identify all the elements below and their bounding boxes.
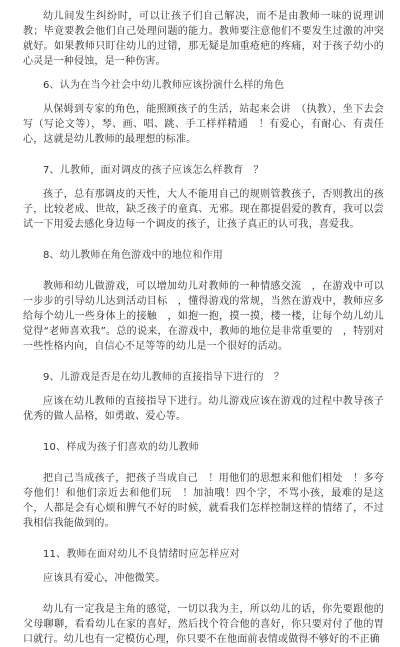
paragraph-q6-answer: 从保姆到专家的角色，能照顾孩子的生活，站起来会讲 （执教），坐下去会写（写论文等），琴、画、唱、跳、手工样样精通 ！有爱心，有耐心、有责任心，这就是幼儿教师的最理想的标准。: [23, 104, 384, 145]
paragraph-q7-answer: 孩子，总有那调皮的天性，大人不能用自己的规则管教孩子，否则教出的孩子，比较老成、世故，缺乏孩子的童真、无邪。现在都提倡爱的教育，我可以尝试一下用爱去感化身边每一个调皮的孩子，让孩子真正的认可我，喜爱我。: [23, 189, 384, 230]
paragraph-q11-answer-long: 幼儿有一定我是主角的感觉，一切以我为主，所以幼儿的话，你先要跟他的父母聊聊，看看幼儿在家的喜好，然后找个符合他的喜好，你只要对付了他的胃口就行。幼儿也有一定模仿心理，你只要不在他面前表情或做得不够好的不正确: [23, 604, 384, 645]
paragraph-conflict-resolution: 幼儿间发生纠纷时，可以让孩子们自己解决，而不是由教师一味的说理训教；毕竟要教会他们自己处理问题的能力。教师要注意他们不要发生过激的冲突就好。如果教师只盯住幼儿的过错，那无疑是加重疮疤的疼痛，对于孩子幼小的心灵是一种侵蚀，是一种伤害。: [23, 11, 384, 67]
heading-q8-role-play: 8、幼儿教师在角色游戏中的地位和作用: [43, 250, 223, 261]
paragraph-q9-answer: 应该在幼儿教师的直接指导下进行。幼儿游戏应该在游戏的过程中教导孩子优秀的做人品格，如勇敢、爱心等。: [23, 396, 384, 422]
paragraph-q8-answer: 教师和幼儿做游戏，可以增加幼儿对教师的一种情感交流 ，在游戏中可以一步步的引导幼儿达到活动目标 ，懂得游戏的常规，当然在游戏中，教师应多给每个幼儿一些身体上的接触 ，如抱一抱，摸一摸，楼一楼，让每个幼儿幼儿觉得“老师喜欢我”。总的说来，在游戏中，教师的地位是非常重要的 ，特别对一些性格内向，自信心不足等等的幼儿是一个很好的活动。: [23, 281, 384, 352]
heading-q10-favorite-teacher: 10、样成为孩子们喜欢的幼儿教师: [43, 442, 199, 453]
heading-q7-naughty-child: 7、儿教师，面对调皮的孩子应该怎么样教育 ？: [43, 165, 264, 176]
paragraph-q11-answer-short: 应该具有爱心，冲他微笑。: [43, 573, 166, 584]
heading-q6-teacher-role: 6、认为在当今社会中幼儿教师应该扮演什么样的角色: [43, 80, 285, 91]
heading-q11-bad-mood: 11、教师在面对幼儿不良情绪时应怎样应对: [43, 549, 240, 560]
heading-q9-direct-guidance: 9、儿游戏是否是在幼儿教师的直接指导下进行的 ？: [43, 372, 285, 383]
paragraph-q10-answer: 把自己当成孩子，把孩子当成自己 ！用他们的思想来和他们相处 ！多夸夸他们！和他们亲近去和他们玩 ！加油哦！四个字，不骂小孩，最难的是这个，人都是会有心烦和脾气不好的时候，就看我们怎样控制这样的情绪了，不过我相信我能做到的。: [23, 473, 384, 529]
